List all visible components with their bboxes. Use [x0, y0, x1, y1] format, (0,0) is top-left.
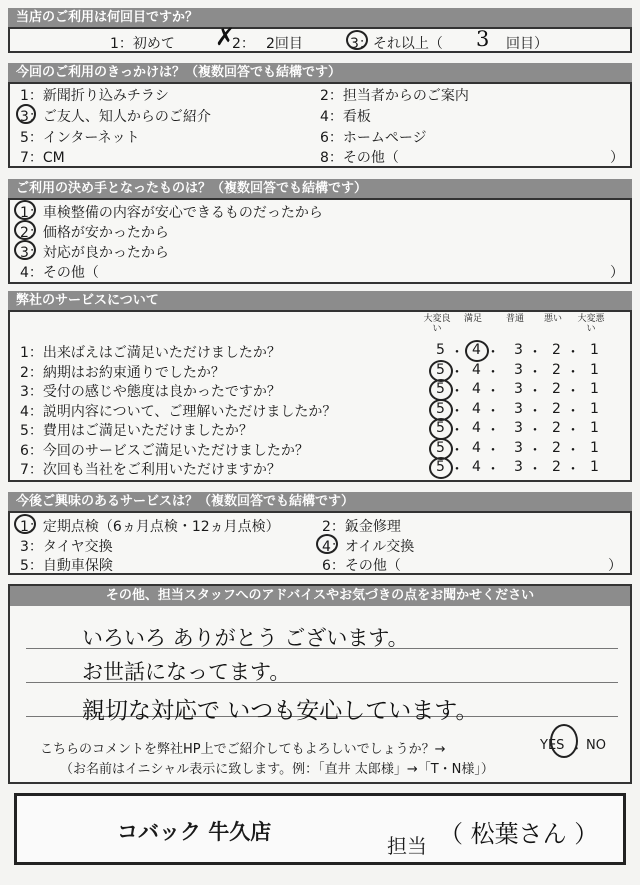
- rating-separator: ・: [486, 403, 500, 420]
- rating-option: 5: [436, 420, 445, 436]
- trigger-item: 6：ホームページ: [320, 130, 427, 146]
- circle-mark-icon: [429, 379, 453, 401]
- deciding-item: 3：対応が良かったから: [20, 245, 169, 261]
- comment-line: いろいろ ありがとう ございます。: [82, 626, 409, 650]
- trigger-item: 4：看板: [320, 109, 371, 125]
- rating-option: 1: [590, 420, 599, 436]
- visits-option-more: 3：それ以上（: [350, 36, 443, 52]
- circle-mark-icon: [465, 340, 489, 362]
- rating-option: 2: [552, 400, 561, 417]
- comments-box: [8, 584, 632, 784]
- rating-scale-label: 満足: [463, 314, 482, 324]
- rating-option: 4: [472, 459, 481, 475]
- rating-separator: ・: [450, 403, 464, 420]
- rating-separator: ・: [486, 462, 500, 478]
- deciding-header: ご利用の決め手となったものは？（複数回答でも結構です）: [8, 179, 632, 198]
- trigger-item: 3：ご友人、知人からのご紹介: [20, 109, 211, 125]
- interest-item: 3：タイヤ交換: [20, 539, 113, 555]
- rating-separator: ・: [566, 384, 580, 400]
- visits-header: 当店のご利用は何回目ですか？: [8, 8, 632, 27]
- rating-option: 5: [436, 381, 445, 397]
- interest-header: 今後ご興味のあるサービスは？（複数回答でも結構です）: [8, 492, 632, 511]
- rating-option: 2: [552, 381, 561, 397]
- rating-option: 1: [590, 381, 599, 397]
- circle-mark-icon: [316, 534, 338, 554]
- circle-mark-icon: [16, 104, 36, 124]
- trigger-item: 2：担当者からのご案内: [320, 88, 469, 104]
- visits-option-second: 2回目: [266, 36, 303, 52]
- visits-option-more-suffix: 回目）: [506, 36, 548, 52]
- rating-separator: ・: [566, 423, 580, 439]
- rating-option: 5: [436, 439, 445, 456]
- circle-mark-icon: [550, 724, 578, 758]
- rating-separator: ・: [450, 462, 464, 478]
- rating-separator: ・: [566, 403, 580, 420]
- circle-mark-icon: [14, 200, 36, 220]
- rating-separator: ・: [566, 345, 580, 361]
- trigger-box: [8, 82, 632, 168]
- hp-permission-question: こちらのコメントを弊社HP上でご紹介してもよろしいでしょうか？→: [40, 742, 446, 757]
- deciding-item: 2：価格が安かったから: [20, 225, 169, 241]
- rating-option: 3: [514, 439, 523, 456]
- deciding-item: 4：その他（: [20, 265, 99, 281]
- circle-mark-icon: [14, 240, 36, 260]
- rating-option: 5: [436, 400, 445, 417]
- rating-option: 3: [514, 400, 523, 417]
- rating-option: 1: [590, 439, 599, 456]
- rating-separator: ・: [528, 345, 542, 361]
- rating-separator: ・: [450, 442, 464, 459]
- rating-option: 1: [590, 361, 599, 378]
- rating-option: 4: [472, 439, 481, 456]
- rating-option: 1: [590, 342, 599, 358]
- rating-option: 4: [472, 342, 481, 358]
- rating-separator: ・: [528, 423, 542, 439]
- rating-option: 4: [472, 400, 481, 417]
- visits-option-first: 1：初めて: [110, 36, 175, 52]
- rating-scale-label: 大変良い: [423, 314, 451, 334]
- rating-option: 2: [552, 439, 561, 456]
- circle-mark-icon: [14, 220, 36, 240]
- rating-option: 3: [514, 381, 523, 397]
- interest-close-paren: ）: [608, 558, 622, 574]
- interest-item: 4：オイル交換: [322, 539, 415, 555]
- rating-scale-label: 大変悪い: [577, 314, 605, 334]
- rating-question: 3：受付の感じや態度は良かったですか？: [20, 384, 281, 400]
- comments-header: その他、担当スタッフへのアドバイスやお気づきの点をお聞かせください: [10, 586, 630, 606]
- hp-permission-yes: YES: [540, 738, 565, 753]
- comment-line: お世話になってます。: [82, 660, 291, 684]
- deciding-close-paren: ）: [610, 265, 624, 281]
- rating-question: 2：納期はお約束通りでしたか？: [20, 364, 225, 381]
- rating-option: 5: [436, 361, 445, 378]
- rating-question: 1：出来ばえはご満足いただけましたか？: [20, 345, 281, 361]
- rating-separator: ・: [486, 345, 500, 361]
- rating-option: 2: [552, 342, 561, 358]
- rating-separator: ・: [486, 364, 500, 381]
- circle-mark-icon: [429, 457, 453, 479]
- rating-option: 1: [590, 400, 599, 417]
- service-header: 弊社のサービスについて: [8, 291, 632, 310]
- trigger-item: 1：新聞折り込みチラシ: [20, 88, 169, 104]
- store-box: [14, 793, 626, 865]
- rating-separator: ・: [566, 442, 580, 459]
- interest-item: 6：その他（: [322, 558, 401, 574]
- circle-mark-icon: [429, 418, 453, 440]
- rating-question: 4：説明内容について、ご理解いただけましたか？: [20, 403, 337, 420]
- rating-scale-label: 悪い: [543, 314, 562, 324]
- rating-option: 5: [436, 459, 445, 475]
- interest-item: 1：定期点検（6ヵ月点検・12ヵ月点検）: [20, 519, 280, 535]
- rating-question: 6：今回のサービスご満足いただけましたか？: [20, 442, 309, 459]
- rating-separator: ・: [528, 403, 542, 420]
- rating-separator: ・: [486, 442, 500, 459]
- deciding-item: 1：車検整備の内容が安心できるものだったから: [20, 205, 323, 221]
- comment-line: 親切な対応で いつも安心しています。: [82, 698, 479, 724]
- rating-option: 2: [552, 361, 561, 378]
- rating-separator: ・: [566, 462, 580, 478]
- rating-option: 3: [514, 420, 523, 436]
- trigger-item: 7：CM: [20, 150, 65, 166]
- rating-option: 2: [552, 459, 561, 475]
- staff-name: （ 松葉さん ）: [439, 820, 599, 848]
- rating-separator: ・: [528, 384, 542, 400]
- hp-permission-no: NO: [586, 738, 606, 753]
- interest-box: [8, 511, 632, 575]
- rating-option: 4: [472, 420, 481, 436]
- rating-option: 3: [514, 361, 523, 378]
- circle-mark-icon: [14, 514, 36, 534]
- rating-option: 3: [514, 459, 523, 475]
- rating-separator: ・: [528, 442, 542, 459]
- interest-item: 5：自動車保険: [20, 558, 113, 574]
- hp-permission-dot: ・: [570, 742, 584, 757]
- interest-item: 2：鈑金修理: [322, 519, 401, 535]
- rating-question: 7：次回も当社をご利用いただけますか？: [20, 462, 281, 478]
- rating-question: 5：費用はご満足いただけましたか？: [20, 423, 253, 439]
- deciding-box: [8, 198, 632, 284]
- rating-separator: ・: [528, 364, 542, 381]
- trigger-item: 5：インターネット: [20, 130, 140, 146]
- visits-box: [8, 23, 632, 53]
- rating-option: 2: [552, 420, 561, 436]
- check-mark-icon: ✗: [215, 23, 236, 51]
- store-name: コバック 牛久店: [117, 820, 272, 844]
- rating-option: 5: [436, 342, 445, 358]
- staff-label: 担当: [387, 834, 427, 858]
- trigger-header: 今回のご利用のきっかけは？（複数回答でも結構です）: [8, 63, 632, 82]
- rating-scale-label: 普通: [505, 314, 524, 324]
- rating-separator: ・: [566, 364, 580, 381]
- visits-option-second-num: 2：: [232, 36, 255, 52]
- initials-note: （お名前はイニシャル表示に致します。例：「直井 太郎様」→「T・N様」）: [60, 762, 494, 777]
- service-box: [8, 310, 632, 482]
- visits-count-handwritten: 3: [476, 27, 490, 51]
- trigger-close-paren: ）: [610, 150, 624, 166]
- rating-separator: ・: [486, 384, 500, 400]
- rating-separator: ・: [528, 462, 542, 478]
- rating-separator: ・: [450, 423, 464, 439]
- circle-mark-icon: [346, 30, 368, 50]
- rating-option: 4: [472, 381, 481, 397]
- rating-separator: ・: [450, 345, 464, 361]
- rating-option: 4: [472, 361, 481, 378]
- rating-separator: ・: [450, 364, 464, 381]
- rating-separator: ・: [486, 423, 500, 439]
- rating-separator: ・: [450, 384, 464, 400]
- rating-option: 1: [590, 459, 599, 475]
- trigger-item: 8：その他（: [320, 150, 399, 166]
- rating-option: 3: [514, 342, 523, 358]
